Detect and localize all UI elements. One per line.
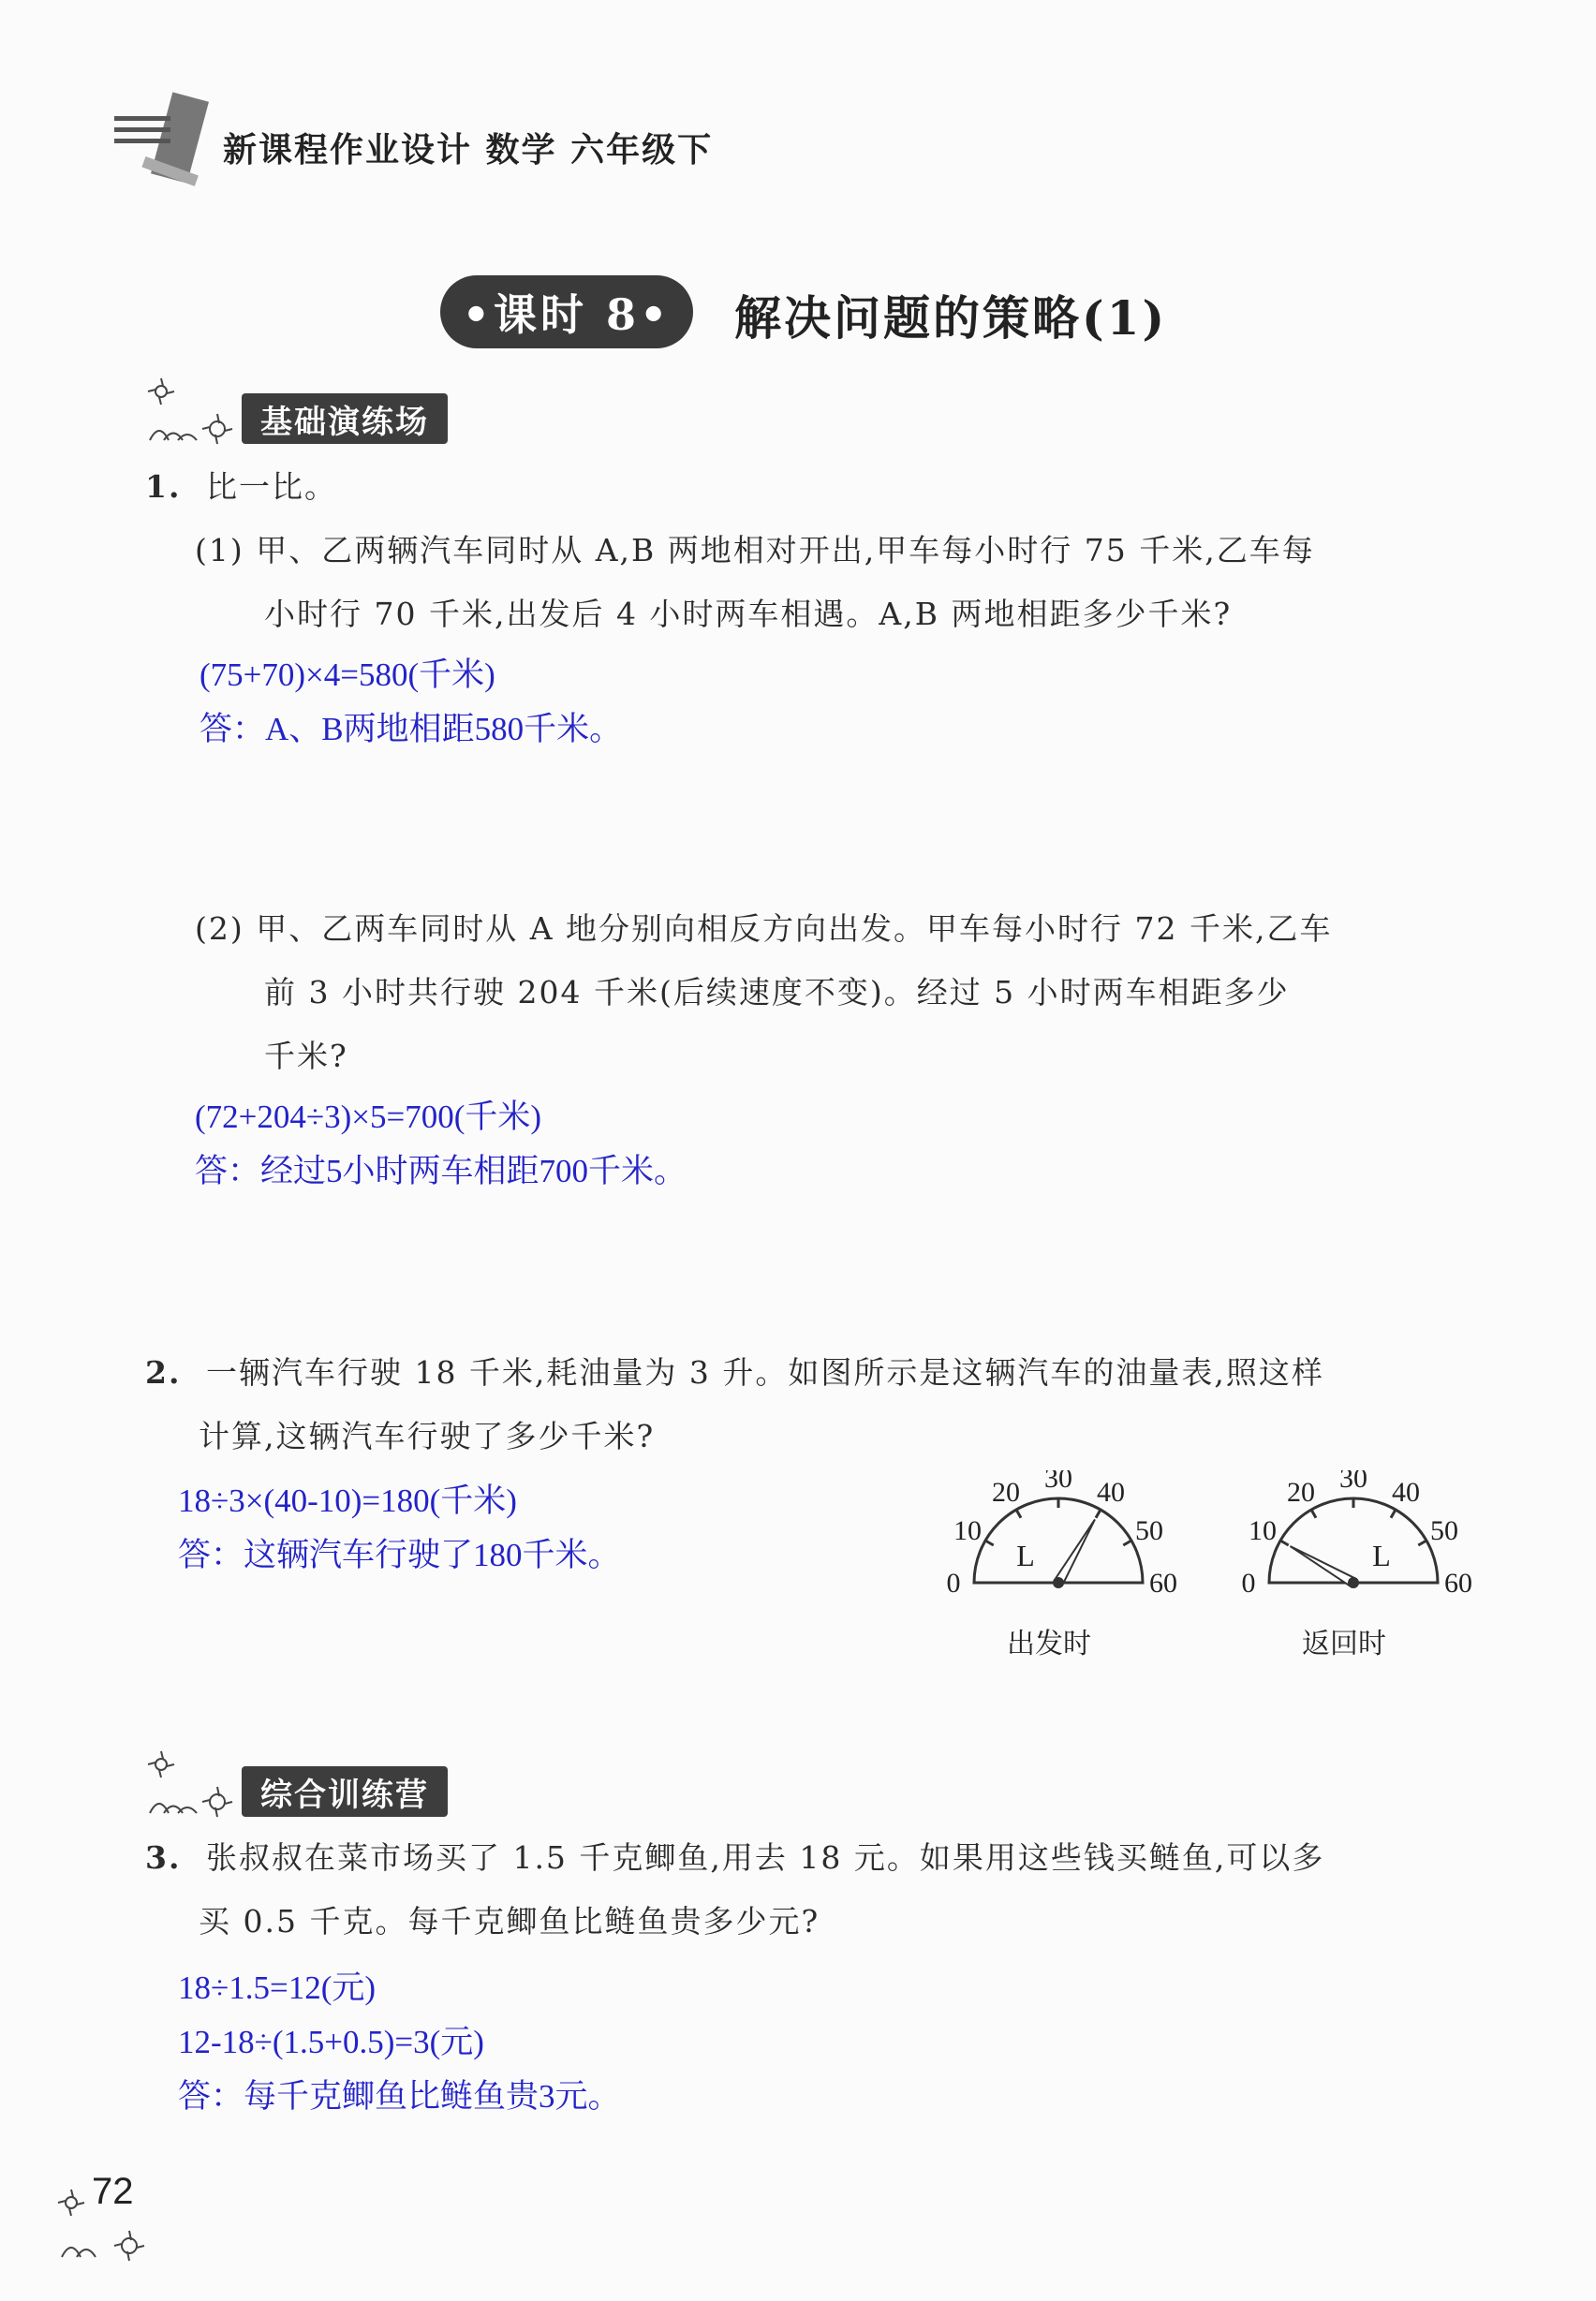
gauge-tick-label: 10 xyxy=(953,1515,983,1546)
gauge-tick-label: 30 xyxy=(1044,1470,1072,1494)
q2-line2: 计算,这辆汽车行驶了多少千米? xyxy=(199,1418,656,1454)
section-comprehensive-tag: 综合训练营 xyxy=(242,1766,448,1817)
gauge-needle xyxy=(1055,1519,1095,1585)
lesson-badge: •课时 8• xyxy=(440,275,693,348)
gauge-tick xyxy=(1418,1541,1426,1545)
q3-line1: 张叔叔在菜市场买了 1.5 千克鲫鱼,用去 18 元。如果用这些钱买鲢鱼,可以多 xyxy=(205,1839,1325,1876)
gauge-tick-label: 20 xyxy=(1287,1477,1315,1509)
q2-answer2: 答：这辆汽车行驶了180千米。 xyxy=(178,1537,621,1573)
page-number: 72 xyxy=(92,2171,134,2212)
q3-answer1: 18÷1.5=12(元) xyxy=(178,1969,377,2006)
flower-icon xyxy=(140,1748,244,1822)
lesson-title: 解决问题的策略(1) xyxy=(734,290,1168,346)
gauge-tick xyxy=(1123,1541,1131,1545)
gauge-tick-label: 60 xyxy=(1149,1568,1177,1599)
gauge-pivot xyxy=(1053,1577,1064,1588)
q1-p2-line1: (2) 甲、乙两车同时从 A 地分别向相反方向出发。甲车每小时行 72 千米,乙车 xyxy=(195,910,1333,947)
q1-stem xyxy=(145,455,337,519)
section-basic-tag: 基础演练场 xyxy=(242,393,448,444)
gauge-tick-label: 0 xyxy=(946,1568,961,1599)
gauge-tick-label: 30 xyxy=(1339,1470,1367,1494)
fuel-gauge-departure xyxy=(937,1470,1199,1611)
gauge-tick-label: 10 xyxy=(1249,1515,1278,1546)
q1-p2-line3: 千米? xyxy=(264,1038,348,1074)
q1-text: 比一比。 xyxy=(205,468,337,505)
gauge-caption-return: 返回时 xyxy=(1302,1629,1386,1659)
q3-stem xyxy=(145,1826,1324,1890)
gauge-tick-label: 0 xyxy=(1241,1568,1256,1599)
q1-number: 1. xyxy=(145,468,182,505)
q2-answer1: 18÷3×(40-10)=180(千米) xyxy=(178,1482,517,1519)
gauge-tick xyxy=(1096,1510,1101,1518)
gauge-caption-departure: 出发时 xyxy=(1007,1629,1091,1659)
q1-p1-answer1: (75+70)×4=580(千米) xyxy=(200,656,495,693)
gauge-unit-letter: L xyxy=(1372,1539,1391,1572)
gauge-unit-letter: L xyxy=(1016,1539,1035,1572)
q3-answer3: 答：每千克鲫鱼比鲢鱼贵3元。 xyxy=(178,2078,621,2115)
gauge-pivot xyxy=(1348,1577,1359,1588)
gauge-tick xyxy=(1280,1541,1289,1545)
q1-p1-line1: (1) 甲、乙两辆汽车同时从 A,B 两地相对开出,甲车每小时行 75 千米,乙车每 xyxy=(195,532,1315,568)
header-title: 新课程作业设计 数学 六年级下 xyxy=(223,131,714,170)
q1-p2-answer2: 答：经过5小时两车相距700千米。 xyxy=(195,1153,687,1189)
gauge-tick xyxy=(1311,1510,1316,1518)
q1-p2-line2: 前 3 小时共行驶 204 千米(后续速度不变)。经过 5 小时两车相距多少 xyxy=(264,974,1290,1010)
q2-line1: 一辆汽车行驶 18 千米,耗油量为 3 升。如图所示是这辆汽车的油量表,照这样 xyxy=(205,1354,1324,1391)
q3-answer2: 12-18÷(1.5+0.5)=3(元) xyxy=(178,2024,484,2060)
gauge-tick xyxy=(985,1541,994,1545)
q3-number: 3. xyxy=(145,1839,182,1876)
flower-icon xyxy=(140,375,244,450)
gauge-tick xyxy=(1016,1510,1021,1518)
q2-stem xyxy=(145,1341,1324,1405)
gauge-needle xyxy=(1290,1546,1355,1586)
gauge-tick-label: 50 xyxy=(1429,1515,1458,1546)
q2-number: 2. xyxy=(145,1354,182,1391)
gauge-tick-label: 20 xyxy=(992,1477,1020,1509)
q1-p1-answer2: 答：A、B两地相距580千米。 xyxy=(200,711,623,747)
gauge-tick xyxy=(1391,1510,1396,1518)
header-book-icon xyxy=(105,86,217,199)
gauge-tick-label: 40 xyxy=(1392,1477,1420,1509)
q1-p2-answer1: (72+204÷3)×5=700(千米) xyxy=(195,1099,542,1135)
q1-p1-line2: 小时行 70 千米,出发后 4 小时两车相遇。A,B 两地相距多少千米? xyxy=(264,596,1233,632)
gauge-tick-label: 50 xyxy=(1134,1515,1163,1546)
q3-line2: 买 0.5 千克。每千克鲫鱼比鲢鱼贵多少元? xyxy=(199,1903,820,1940)
gauge-tick-label: 40 xyxy=(1097,1477,1125,1509)
fuel-gauge-return xyxy=(1232,1470,1494,1611)
gauge-dial xyxy=(974,1498,1143,1583)
gauge-dial xyxy=(1269,1498,1438,1583)
gauge-tick-label: 60 xyxy=(1444,1568,1472,1599)
